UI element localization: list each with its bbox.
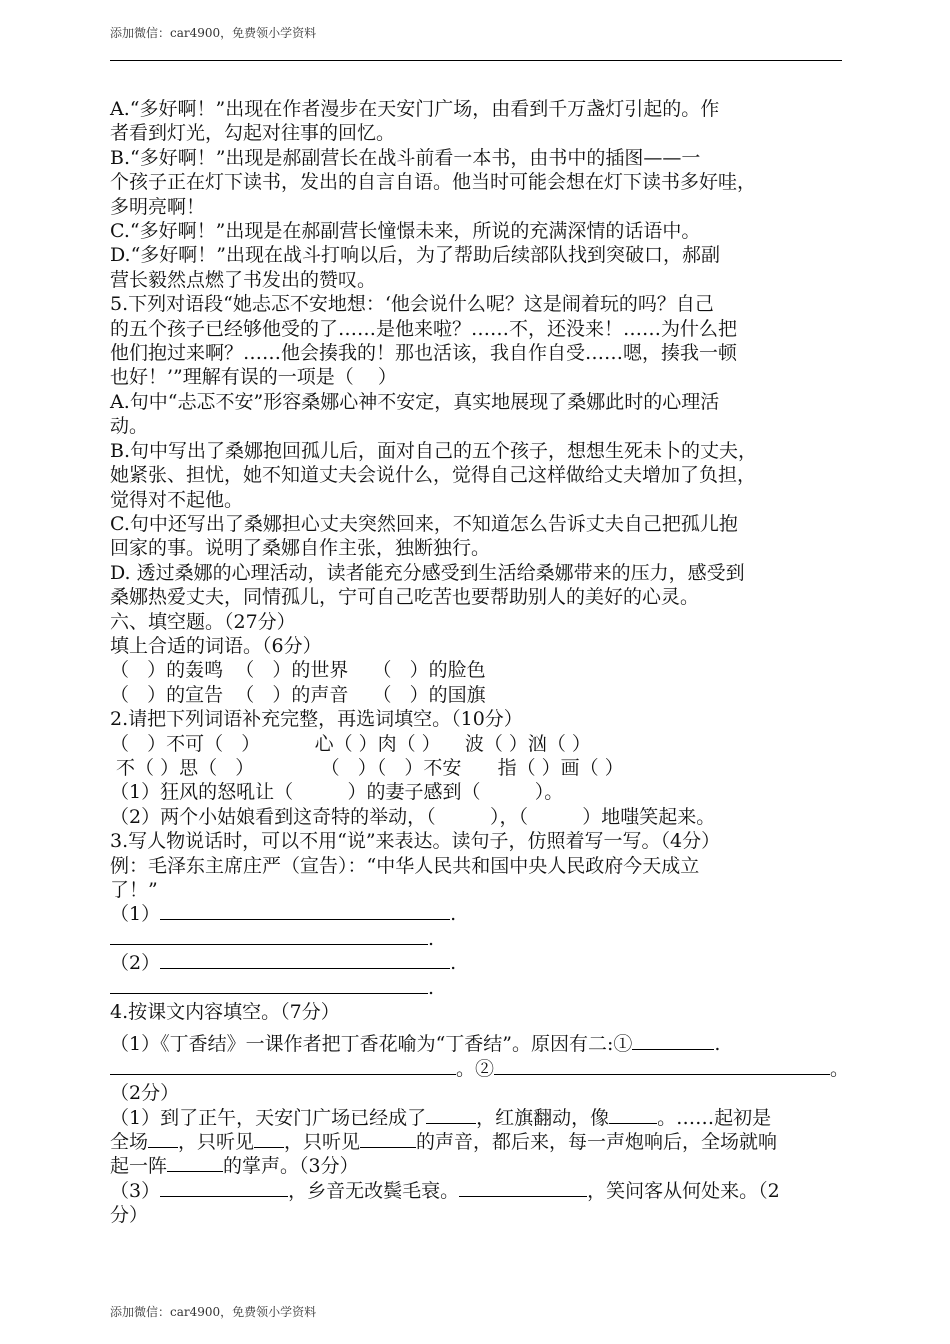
text-line: 5.下列对语段“她忐忑不安地想：‘他会说什么呢？这是闹着玩的吗？自己	[110, 293, 714, 316]
q4-item3-line1: （3） ，乡音无改鬓毛衰。 ，笑问客从何处来。（2	[110, 1179, 780, 1202]
text-line: 例：毛泽东主席庄严（宣告）：“中华人民共和国中央人民政府今天成立	[110, 854, 700, 877]
text-line: B.句中写出了桑娜抱回孤儿后，面对自己的五个孩子，想想生死未卜的丈夫，	[110, 439, 758, 462]
text-line: （ ）的宣告 （ ）的声音 （ ）的国旗	[110, 683, 486, 706]
q4-item1-cont: 。② 。	[110, 1057, 842, 1081]
text-line: （ ）的轰鸣 （ ）的世界 （ ）的脸色	[110, 659, 486, 682]
text-line: 者看到灯光，勾起对往事的回忆。	[110, 122, 396, 145]
blank-line[interactable]	[632, 1032, 714, 1050]
text-line: （1）狂风的怒吼让（ ）的妻子感到（ ）。	[110, 781, 564, 804]
q4-item1-score: （2分）	[110, 1082, 180, 1105]
text-line: D.“多好啊！”出现在战斗打响以后，为了帮助后续部队找到突破口，郝副	[110, 244, 721, 267]
blank-line[interactable]	[360, 1130, 416, 1148]
text-line: C.“多好啊！”出现是在郝副营长憧憬未来，所说的充满深情的话语中。	[110, 220, 701, 243]
text-line: （2）两个小姑娘看到这奇特的举动，（ ），（ ）地嗤笑起来。	[110, 805, 716, 828]
text-line: 个孩子正在灯下读书，发出的自言自语。他当时可能会想在灯下读书多好哇，	[110, 171, 757, 194]
blank-line[interactable]	[110, 1057, 456, 1075]
q3-answer-2: （2） .	[110, 952, 457, 975]
document-body	[110, 97, 850, 1228]
text-line: 回家的事。说明了桑娜自作主张，独断独行。	[110, 537, 491, 560]
blank-line[interactable]	[494, 1057, 830, 1075]
text-line: 桑娜热爱丈夫，同情孤儿，宁可自己吃苦也要帮助别人的美好的心灵。	[110, 586, 700, 609]
text-line: 六、填空题。（27分）	[110, 610, 296, 633]
text-line: 了！”	[110, 879, 158, 901]
blank-line[interactable]	[459, 1179, 587, 1197]
text-line: 的五个孩子已经够他受的了……是他来啦？……不，还没来！……为什么把	[110, 317, 738, 340]
q3-answer-2-cont: .	[110, 976, 842, 1000]
blank-line[interactable]	[609, 1106, 657, 1124]
blank-line[interactable]	[254, 1130, 284, 1148]
blank-line[interactable]	[148, 1130, 178, 1148]
q3-answer-1-cont: .	[110, 927, 842, 951]
text-line: 动。	[110, 415, 149, 438]
text-line: 她紧张、担忧，她不知道丈夫会说什么，觉得自己这样做给丈夫增加了负担，	[110, 464, 757, 487]
blank-line[interactable]	[160, 1179, 288, 1197]
text-line: A.句中“忐忑不安”形容桑娜心神不安定，真实地展现了桑娜此时的心理活	[110, 390, 720, 413]
q3-answer-1: （1） .	[110, 903, 457, 926]
text-line: 不（ ）思（ ） （ ）（ ）不安 指（ ）画（ ）	[110, 756, 624, 779]
text-line: D. 透过桑娜的心理活动，读者能充分感受到生活给桑娜带来的压力，感受到	[110, 561, 745, 584]
blank-line[interactable]	[167, 1154, 223, 1172]
text-line: 也好！’”理解有误的一项是（ ）	[110, 366, 397, 389]
header-rule	[110, 60, 842, 61]
blank-line[interactable]	[110, 927, 428, 945]
text-line: C.句中还写出了桑娜担心丈夫突然回来，不知道怎么告诉丈夫自己把孤儿抱	[110, 512, 738, 535]
text-line: 营长毅然点燃了书发出的赞叹。	[110, 268, 377, 291]
text-line: B.“多好啊！”出现是郝副营长在战斗前看一本书，由书中的插图——一	[110, 146, 701, 169]
blank-line[interactable]	[160, 902, 450, 920]
page-header: 添加微信：car4900，免费领小学资料	[110, 26, 317, 40]
text-line: 多明亮啊！	[110, 195, 206, 218]
text-line: 觉得对不起他。	[110, 488, 244, 511]
q4-item2-line1: （1）到了正午，天安门广场已经成了 ，红旗翻动，像 。……起初是	[110, 1106, 772, 1129]
text-lines	[110, 97, 842, 902]
q4-item2-line2: 全场 ，只听见 ，只听见 的声音，都后来，每一声炮响后，全场就响	[110, 1131, 778, 1154]
blank-line[interactable]	[110, 976, 428, 994]
q4-item1: （1）《丁香结》一课作者把丁香花喻为“丁香结”。原因有二:① .	[110, 1033, 721, 1056]
page-footer: 添加微信：car4900，免费领小学资料	[110, 1305, 317, 1319]
text-line: 3.写人物说话时，可以不用“说”来表达。读句子，仿照着写一写。（4分）	[110, 830, 721, 853]
text-line: （ ）不可（ ） 心（ ）肉（ ） 波（ ）汹（ ）	[110, 732, 591, 755]
q4-item2-line3: 起一阵 的掌声。（3分）	[110, 1155, 359, 1178]
q4-item3-line2: 分）	[110, 1204, 149, 1227]
blank-line[interactable]	[160, 951, 450, 969]
text-line: 填上合适的词语。（6分）	[110, 634, 322, 657]
text-line: 2.请把下列词语补充完整，再选词填空。（10分）	[110, 708, 523, 731]
text-line: 他们抱过来啊？……他会揍我的！那也活该，我自作自受……嗯，揍我一顿	[110, 342, 738, 365]
blank-line[interactable]	[426, 1106, 476, 1124]
q4-title: 4.按课文内容填空。（7分）	[110, 1001, 340, 1024]
text-line: A.“多好啊！”出现在作者漫步在天安门广场，由看到千万盏灯引起的。作	[110, 98, 720, 120]
